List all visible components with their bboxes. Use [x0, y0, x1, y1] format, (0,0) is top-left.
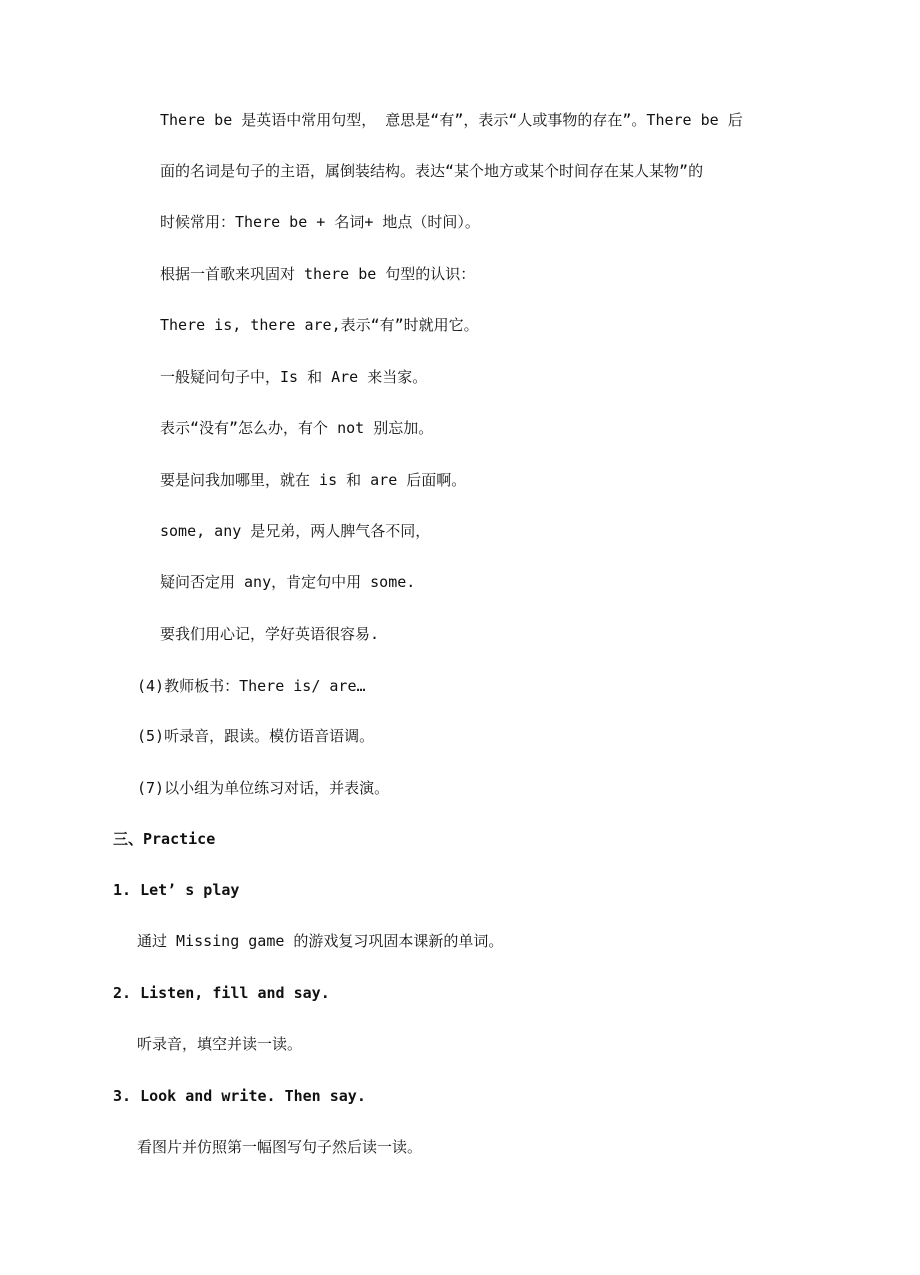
paragraph-line: 时候常用：There be + 名词+ 地点（时间）。 — [160, 213, 480, 231]
subsection-heading: 1. Let’ s play — [113, 881, 240, 899]
subsection-heading: 3. Look and write. Then say. — [113, 1087, 366, 1105]
subsection-text: 听录音，填空并读一读。 — [137, 1035, 303, 1053]
song-line: 要是问我加哪里，就在 is 和 are 后面啊。 — [160, 471, 467, 489]
step-item: (4)教师板书：There is/ are… — [137, 677, 366, 695]
song-line: 要我们用心记，学好英语很容易. — [160, 625, 380, 643]
paragraph-line: There be 是英语中常用句型， 意思是“有”，表示“人或事物的存在”。There be 后 — [160, 111, 743, 129]
song-line: some, any 是兄弟，两人脾气各不同， — [160, 522, 431, 540]
step-item: (7)以小组为单位练习对话，并表演。 — [137, 779, 390, 797]
paragraph-line: 根据一首歌来巩固对 there be 句型的认识： — [160, 265, 476, 283]
subsection-heading: 2. Listen, fill and say. — [113, 984, 330, 1002]
section-heading: 三、Practice — [113, 830, 216, 848]
song-line: 表示“没有”怎么办，有个 not 别忘加。 — [160, 419, 434, 437]
subsection-text: 通过 Missing game 的游戏复习巩固本课新的单词。 — [137, 932, 504, 950]
step-item: (5)听录音，跟读。模仿语音语调。 — [137, 727, 375, 745]
song-line: There is, there are,表示“有”时就用它。 — [160, 316, 479, 334]
song-line: 一般疑问句子中，Is 和 Are 来当家。 — [160, 368, 428, 386]
song-line: 疑问否定用 any，肯定句中用 some. — [160, 573, 416, 591]
subsection-text: 看图片并仿照第一幅图写句子然后读一读。 — [137, 1138, 423, 1156]
paragraph-line: 面的名词是句子的主语，属倒装结构。表达“某个地方或某个时间存在某人某物”的 — [160, 162, 704, 180]
